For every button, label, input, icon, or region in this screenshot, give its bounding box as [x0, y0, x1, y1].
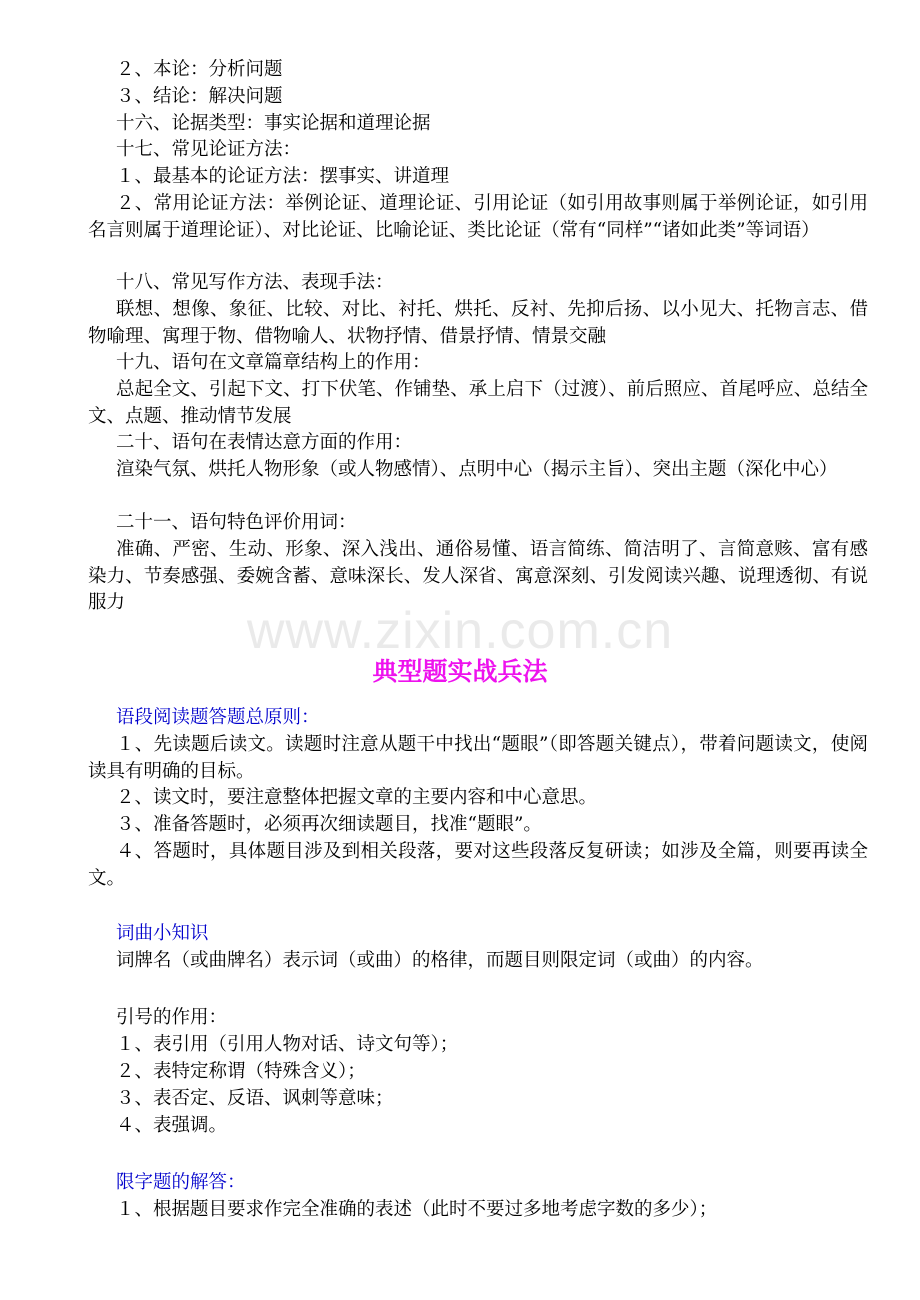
quotes-item-2: ２、表特定称谓（特殊含义）；: [116, 1061, 366, 1082]
reading-item-2: ２、读文时，要注意整体把握文章的主要内容和中心意思。: [116, 787, 598, 808]
line-evaluation-words: 准确、严密、生动、形象、深入浅出、通俗易懂、语言简练、简洁明了、言简意赅、富有感染力、节奏感强、委婉含蓄、意味深长、发人深省、寓意深刻、引发阅读兴趣、说理透彻、有说服力: [88, 539, 868, 613]
reading-heading: 语段阅读题答题总原则：: [116, 707, 320, 728]
heading-16: 十六、论据类型：事实论据和道理论据: [116, 113, 431, 134]
reading-item-3: ３、准备答题时，必须再次细读题目，找准“题眼”。: [116, 814, 542, 835]
line-writing-methods: 联想、想像、象征、比较、对比、衬托、烘托、反衬、先抑后扬、以小见大、托物言志、借物喻理、寓理于物、借物喻人、状物抒情、借景抒情、情景交融: [88, 299, 868, 347]
reading-item-1: １、先读题后读文。读题时注意从题干中找出“题眼”（即答题关键点），带着问题读文，使阅读具有明确的目标。: [88, 734, 868, 782]
line-jielun: ３、结论：解决问题: [116, 86, 283, 107]
ci-item-1: 词牌名（或曲牌名）表示词（或曲）的格律，而题目则限定词（或曲）的内容。: [116, 950, 764, 971]
reading-item-4: ４、答题时，具体题目涉及到相关段落，要对这些段落反复研读；如涉及全篇，则要再读全文。: [88, 841, 868, 889]
quotes-item-1: １、表引用（引用人物对话、诗文句等）；: [116, 1034, 459, 1055]
limit-heading: 限字题的解答：: [116, 1172, 246, 1193]
heading-17: 十七、常见论证方法：: [116, 139, 302, 160]
line-basic-method: １、最基本的论证方法：摆事实、讲道理: [116, 166, 450, 187]
line-benlun: ２、本论：分析问题: [116, 59, 283, 80]
heading-21: 二十一、语句特色评价用词：: [116, 512, 357, 533]
watermark: www.zixin.com.cn: [246, 602, 674, 660]
line-common-methods: ２、常用论证方法：举例论证、道理论证、引用论证（如引用故事则属于举例论证，如引用名言则属于道理论证）、对比论证、比喻论证、类比论证（常有“同样”“诸如此类”等词语）: [88, 193, 868, 241]
quotes-item-3: ３、表否定、反语、讽刺等意味；: [116, 1088, 394, 1109]
heading-19: 十九、语句在文章篇章结构上的作用：: [116, 352, 431, 373]
limit-item-1: １、根据题目要求作完全准确的表述（此时不要过多地考虑字数的多少）；: [116, 1199, 718, 1220]
line-expression-roles: 渲染气氛、烘托人物形象（或人物感情）、点明中心（揭示主旨）、突出主题（深化中心）: [116, 459, 838, 480]
heading-18: 十八、常见写作方法、表现手法：: [116, 272, 394, 293]
quotes-item-4: ４、表强调。: [116, 1115, 228, 1136]
ci-heading: 词曲小知识: [116, 923, 209, 944]
quotes-heading: 引号的作用：: [116, 1007, 228, 1028]
heading-20: 二十、语句在表情达意方面的作用：: [116, 432, 413, 453]
line-structure-roles: 总起全文、引起下文、打下伏笔、作铺垫、承上启下（过渡）、前后照应、首尾呼应、总结全文、点题、推动情节发展: [88, 379, 868, 427]
section-title: 典型题实战兵法: [372, 657, 548, 686]
